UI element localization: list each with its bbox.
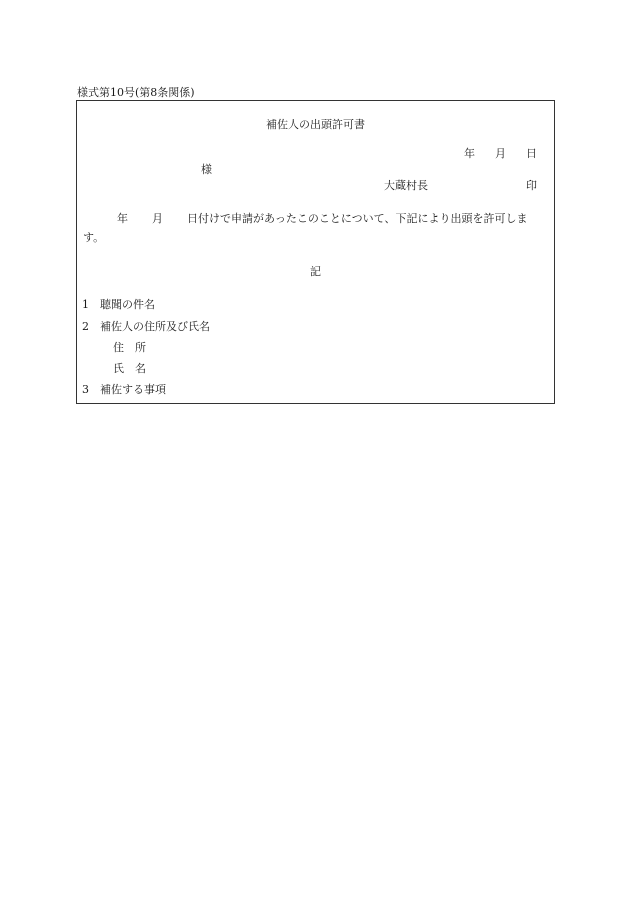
item-number: 1 (82, 298, 89, 311)
item-label: 補佐人の住所及び氏名 (100, 320, 210, 333)
seal-mark: 印 (526, 179, 537, 192)
item-label: 氏 名 (113, 362, 146, 375)
item-assistance-matters (82, 381, 166, 397)
item-label: 補佐する事項 (100, 383, 166, 396)
statement-month: 月 (152, 212, 163, 225)
item-hearing-subject (82, 296, 155, 312)
document-title: 補佐人の出頭許可書 (266, 118, 365, 131)
item-label: 住 所 (113, 341, 146, 354)
issue-date-line (464, 145, 537, 161)
item-number: 2 (82, 320, 89, 333)
permit-form-frame (76, 100, 555, 404)
item-address-field (113, 339, 146, 355)
statement-year: 年 (117, 212, 128, 225)
date-day: 日 (526, 147, 537, 160)
date-month: 月 (495, 147, 506, 160)
issuer-name: 大蔵村長 (384, 179, 428, 192)
item-number: 3 (82, 383, 89, 396)
item-label: 聴聞の件名 (100, 298, 155, 311)
item-assistant-address-name (82, 318, 210, 334)
form-number-label: 様式第10号(第8条関係) (77, 86, 195, 99)
addressee-suffix: 様 (201, 163, 212, 176)
permission-statement (83, 209, 548, 247)
item-name-field (113, 360, 146, 376)
statement-text: 日付けで申請があったこのことについて、下記により出頭を許可します。 (83, 212, 528, 244)
date-year: 年 (464, 147, 475, 160)
ki-heading: 記 (310, 265, 321, 278)
